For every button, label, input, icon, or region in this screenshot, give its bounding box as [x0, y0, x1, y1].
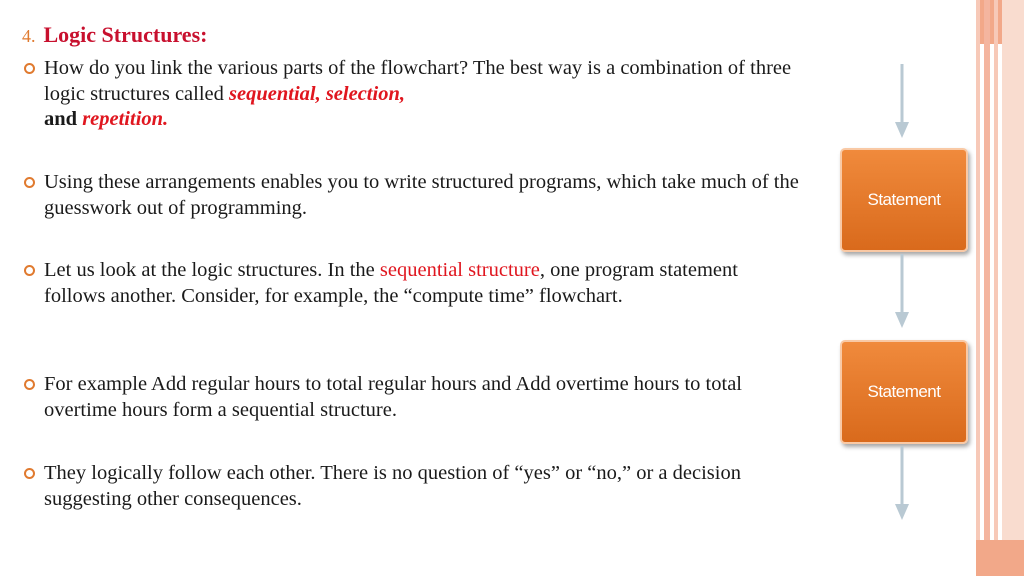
statement-box-2: Statement	[840, 340, 968, 444]
bullet-5: They logically follow each other. There is no question of “yes” or “no,” or a decision suggesting other consequences.	[22, 461, 802, 512]
decor-stripe	[984, 0, 990, 576]
bullet-dot-icon	[24, 379, 35, 390]
statement-box-1: Statement	[840, 148, 968, 252]
flow-arrow-1	[894, 64, 910, 140]
bullet-2: Using these arrangements enables you to write structured programs, which take much of the guesswork out of programming.	[22, 170, 802, 221]
decor-stripe	[976, 0, 980, 576]
decor-bottom-block	[976, 540, 1024, 576]
bullet-dot-icon	[24, 63, 35, 74]
decor-stripe	[994, 0, 998, 576]
bullet-dot-icon	[24, 468, 35, 479]
heading-number: 4.	[22, 26, 36, 46]
bullet-4: For example Add regular hours to total regular hours and Add overtime hours to total overtime hours form a sequential structure.	[22, 372, 802, 423]
bullet-dot-icon	[24, 177, 35, 188]
decor-stripe	[1002, 0, 1024, 576]
emphasis-text: repetition.	[82, 108, 169, 130]
bullet-dot-icon	[24, 265, 35, 276]
bullet-1: How do you link the various parts of the flowchart? The best way is a combination of three logic structures called sequential, selection, and repetition.	[22, 56, 802, 133]
flow-arrow-2	[894, 254, 910, 330]
heading-title: Logic Structures:	[43, 22, 208, 47]
emphasis-text: sequential, selection,	[229, 82, 405, 105]
highlight-text: sequential structure	[379, 259, 540, 281]
slide-heading	[22, 22, 207, 48]
bullet-3: Let us look at the logic structures. In the sequential structure, one program statement follows another. Consider, for example, the “compute time” flowchart.	[22, 258, 802, 309]
flow-arrow-3	[894, 446, 910, 522]
